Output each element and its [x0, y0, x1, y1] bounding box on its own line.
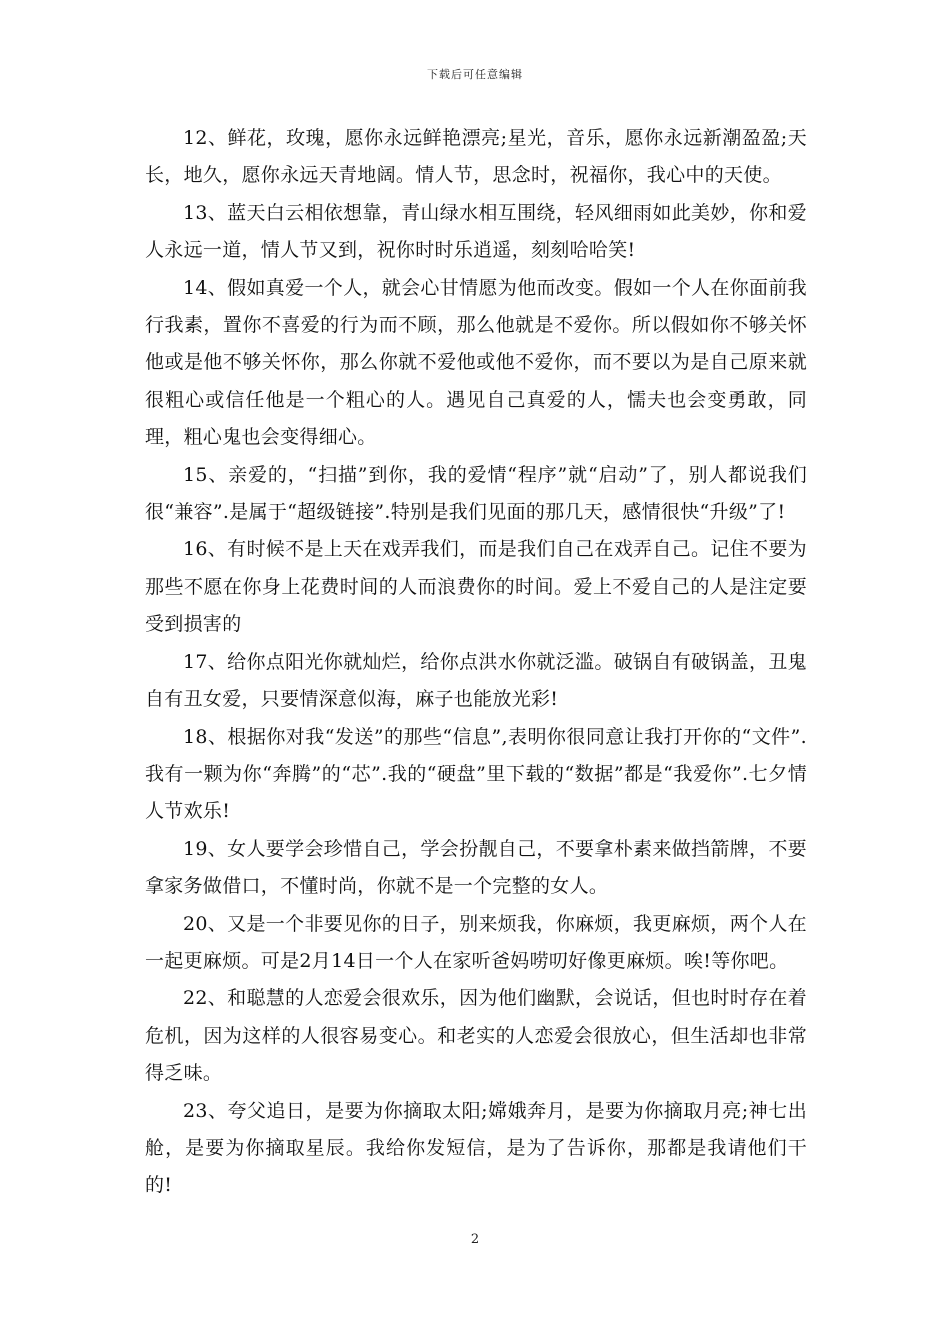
paragraph-20: 20、又是一个非要见你的日子，别来烦我，你麻烦，我更麻烦，两个人在一起更麻烦。可是2月14日一个人在家听爸妈唠叨好像更麻烦。唉!等你吧。 — [145, 912, 807, 972]
page-number: 2 — [470, 1232, 480, 1247]
paragraph-18: 18、根据你对我“发送”的那些“信息”,表明你很同意让我打开你的“文件”.我有一颗为你“奔腾”的“芯”.我的“硬盘”里下载的“数据”都是“我爱你”.七夕情人节欢乐! — [145, 725, 807, 823]
paragraph-19: 19、女人要学会珍惜自己，学会扮靓自己，不要拿朴素来做挡箭牌，不要拿家务做借口，不懂时尚，你就不是一个完整的女人。 — [145, 837, 807, 898]
body-text — [145, 120, 807, 1205]
paragraph-15: 15、亲爱的，“扫描”到你，我的爱情“程序”就“启动”了，别人都说我们很“兼容”.是属于“超级链接”.特别是我们见面的那几天，感情很快“升级”了! — [145, 463, 807, 524]
paragraph-16: 16、有时候不是上天在戏弄我们，而是我们自己在戏弄自己。记住不要为那些不愿在你身上花费时间的人而浪费你的时间。爱上不爱自己的人是注定要受到损害的 — [145, 538, 807, 636]
page-header: 下载后可任意编辑 — [427, 68, 523, 81]
paragraph-22: 22、和聪慧的人恋爱会很欢乐，因为他们幽默，会说话，但也时时存在着危机，因为这样的人很容易变心。和老实的人恋爱会很放心，但生活却也非常得乏味。 — [145, 987, 807, 1085]
paragraph-17: 17、给你点阳光你就灿烂，给你点洪水你就泛滥。破锅自有破锅盖，丑鬼自有丑女爱，只要情深意似海，麻子也能放光彩! — [145, 650, 807, 711]
paragraph-12: 12、鲜花，玫瑰，愿你永远鲜艳漂亮;星光，音乐，愿你永远新潮盈盈;天长，地久，愿你永远天青地阔。情人节，思念时，祝福你，我心中的天使。 — [145, 127, 807, 187]
paragraph-13: 13、蓝天白云相依想靠，青山绿水相互围绕，轻风细雨如此美妙，你和爱人永远一道，情人节又到，祝你时时乐逍遥，刻刻哈哈笑! — [145, 201, 807, 262]
paragraph-14: 14、假如真爱一个人，就会心甘情愿为他而改变。假如一个人在你面前我行我素，置你不喜爱的行为而不顾，那么他就是不爱你。所以假如你不够关怀他或是他不够关怀你，那么你就不爱他或他不爱你，而不要以为是自己原来就很粗心或信任他是一个粗心的人。遇见自己真爱的人，懦夫也会变勇敢，同理，粗心鬼也会变得细心。 — [145, 276, 807, 449]
paragraph-23: 23、夸父追日，是要为你摘取太阳;嫦娥奔月，是要为你摘取月亮;神七出舱，是要为你摘取星辰。我给你发短信，是为了告诉你，那都是我请他们干的! — [145, 1099, 807, 1197]
